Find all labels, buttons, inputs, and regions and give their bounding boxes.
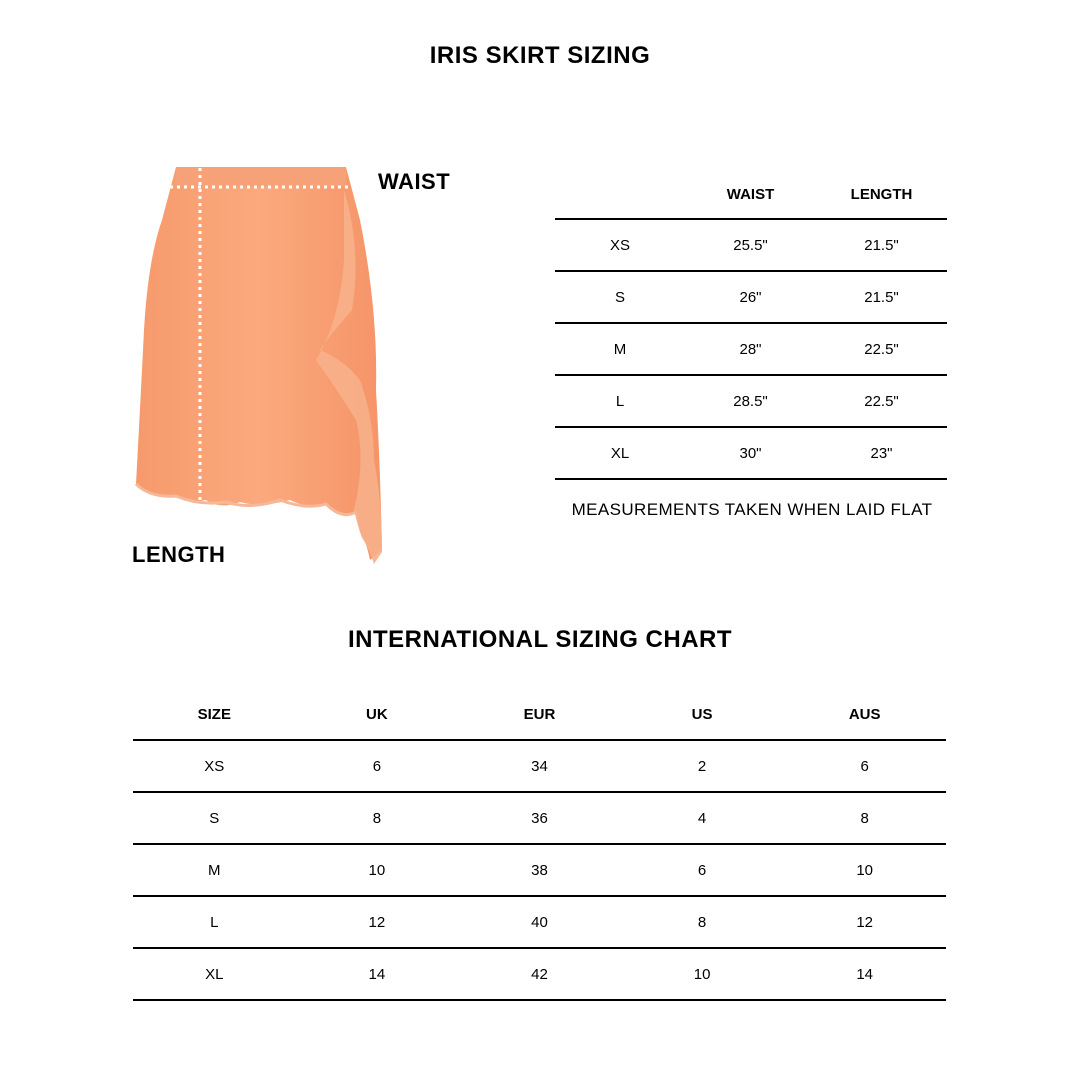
us-cell: 6 <box>621 844 784 896</box>
length-cell: 23" <box>816 427 947 479</box>
column-header-size: SIZE <box>197 706 231 723</box>
uk-cell: 12 <box>296 896 459 948</box>
size-cell: S <box>133 792 296 844</box>
eur-cell: 40 <box>458 896 621 948</box>
size-cell: XS <box>555 219 685 271</box>
us-cell: 8 <box>621 896 784 948</box>
length-cell: 22.5" <box>816 323 947 375</box>
column-header-aus: AUS <box>848 706 881 723</box>
size-cell: M <box>555 323 685 375</box>
aus-cell: 10 <box>783 844 946 896</box>
waist-callout: WAIST <box>378 169 451 194</box>
waist-cell: 26" <box>685 271 816 323</box>
waist-cell: 25.5" <box>685 219 816 271</box>
aus-cell: 14 <box>783 948 946 1000</box>
waist-cell: 28" <box>685 323 816 375</box>
size-cell: S <box>555 271 685 323</box>
uk-cell: 6 <box>296 740 459 792</box>
column-header-us: US <box>691 706 713 723</box>
length-cell: 21.5" <box>816 219 947 271</box>
table-row <box>555 375 947 427</box>
eur-cell: 34 <box>458 740 621 792</box>
international-title: INTERNATIONAL SIZING CHART <box>347 626 733 653</box>
aus-cell: 6 <box>783 740 946 792</box>
size-cell: M <box>133 844 296 896</box>
length-callout: LENGTH <box>132 542 226 567</box>
length-cell: 22.5" <box>816 375 947 427</box>
table-row <box>133 948 946 1000</box>
table-row <box>555 323 947 375</box>
table-header-row <box>133 690 946 740</box>
table-row <box>555 271 947 323</box>
column-header-waist: WAIST <box>726 185 775 203</box>
international-sizing-table <box>133 690 946 1001</box>
eur-cell: 38 <box>458 844 621 896</box>
size-cell: XL <box>555 427 685 479</box>
column-header-length: LENGTH <box>850 185 913 203</box>
uk-cell: 8 <box>296 792 459 844</box>
table-row <box>133 844 946 896</box>
eur-cell: 36 <box>458 792 621 844</box>
table-header-row <box>555 170 947 219</box>
table-row <box>555 427 947 479</box>
table-row <box>133 740 946 792</box>
waist-cell: 28.5" <box>685 375 816 427</box>
table-row <box>133 792 946 844</box>
aus-cell: 8 <box>783 792 946 844</box>
uk-cell: 14 <box>296 948 459 1000</box>
waist-cell: 30" <box>685 427 816 479</box>
length-cell: 21.5" <box>816 271 947 323</box>
size-cell: L <box>133 896 296 948</box>
table-row <box>133 896 946 948</box>
uk-cell: 10 <box>296 844 459 896</box>
size-cell: L <box>555 375 685 427</box>
column-header <box>555 170 685 219</box>
us-cell: 2 <box>621 740 784 792</box>
us-cell: 10 <box>621 948 784 1000</box>
size-cell: XL <box>133 948 296 1000</box>
column-header-eur: EUR <box>523 706 556 723</box>
page-title: IRIS SKIRT SIZING <box>429 42 651 69</box>
skirt-illustration <box>130 160 390 570</box>
us-cell: 4 <box>621 792 784 844</box>
eur-cell: 42 <box>458 948 621 1000</box>
size-cell: XS <box>133 740 296 792</box>
measurement-note: MEASUREMENTS TAKEN WHEN LAID FLAT <box>571 500 933 519</box>
table-row <box>555 219 947 271</box>
aus-cell: 12 <box>783 896 946 948</box>
measurement-table <box>555 170 947 480</box>
column-header-uk: UK <box>366 706 388 723</box>
